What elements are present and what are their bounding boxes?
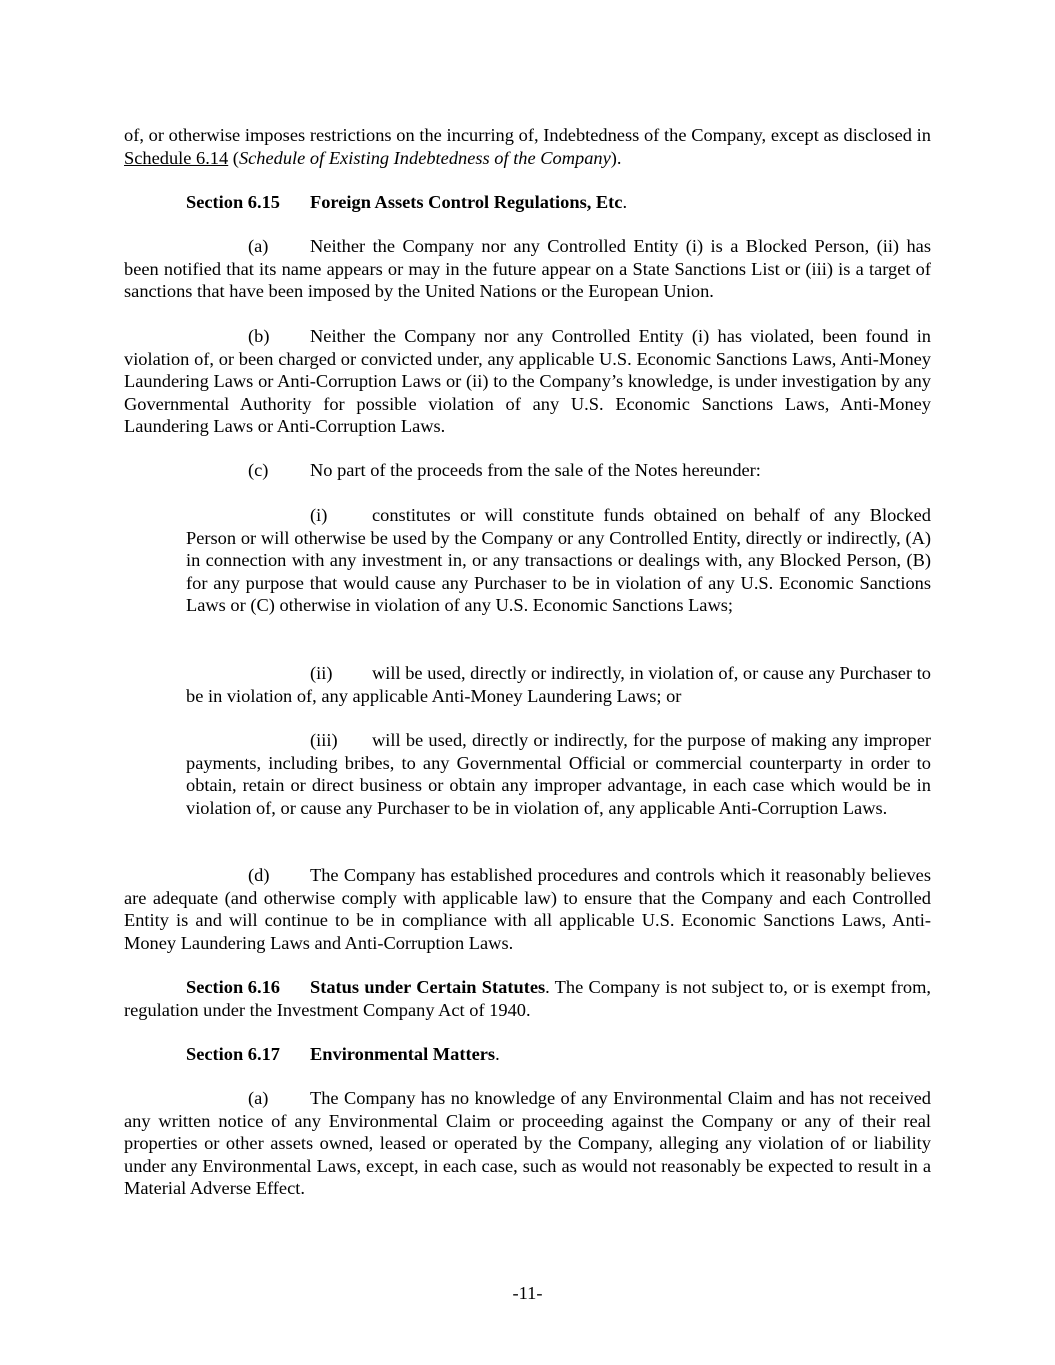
clause-6-15-d (124, 864, 931, 954)
section-6-16 (124, 976, 931, 1021)
heading-period: . (622, 192, 628, 212)
clause-label: (iii) (310, 730, 338, 750)
clause-text: No part of the proceeds from the sale of the Notes hereunder: (310, 460, 761, 480)
section-text: . The Company is not subject to, or is exempt from, regulation under the Investment Company Act of 1940. (124, 977, 931, 1020)
heading-period: . (495, 1044, 500, 1064)
section-6-17-heading (186, 1043, 931, 1066)
clause-text: The Company has established procedures and controls which it reasonably believes are adequate (and otherwise comply with applicable law) to ensure that the Company and each Controlled Entity is and will continue to be in compliance with all applicable U.S. Economic Sanctions Laws, Anti-Money Laundering Laws and Anti-Corruption Laws. (124, 865, 931, 953)
section-title: Foreign Assets Control Regulations, Etc (310, 192, 623, 212)
section-number: Section 6.16 (186, 977, 280, 997)
paragraph-text: ( (228, 147, 239, 168)
clause-label: (b) (248, 326, 270, 346)
clause-label: (ii) (310, 663, 333, 683)
clause-6-15-a (124, 235, 931, 303)
paragraph-text: ). (610, 147, 622, 168)
clause-text: will be used, directly or indirectly, in violation of, or cause any Purchaser to be in violation of, any applicable Anti-Money Laundering Laws; or (186, 663, 931, 706)
section-number: Section 6.15 (186, 192, 280, 212)
clause-label: (i) (310, 505, 328, 525)
clause-6-15-c-ii (186, 662, 931, 707)
clause-text: will be used, directly or indirectly, for the purpose of making any improper payments, including bribes, to any Governmental Official or commercial counterparty in order to obtain, retain or direct business or obtain any improper advantage, in each case which would be in violation of, or cause any Purchaser to be in violation of, any applicable Anti-Corruption Laws. (186, 730, 931, 818)
section-6-15-heading (186, 191, 931, 214)
clause-6-17-a (124, 1087, 931, 1200)
clause-text: The Company has no knowledge of any Environmental Claim and has not received any written notice of any Environmental Claim or proceeding against the Company or any of their real properties or other assets owned, leased or operated by the Company, alleging any violation of or liability under any Environmental Laws, except, in each case, such as would not reasonably be expected to result in a Material Adverse Effect. (124, 1088, 931, 1199)
schedule-title: Schedule of Existing Indebtedness of the Company (238, 147, 611, 168)
clause-6-15-c (124, 459, 931, 482)
section-number: Section 6.17 (186, 1044, 280, 1064)
clause-text: constitutes or will constitute funds obtained on behalf of any Blocked Person or will otherwise be used by the Company or any Controlled Entity, directly or indirectly, (A) in connection with any investment in, or any transactions or dealings with, any Blocked Person, (B) for any purpose that would cause any Purchaser to be in violation of any U.S. Economic Sanctions Laws or (C) otherwise in violation of any U.S. Economic Sanctions Laws; (186, 505, 931, 616)
page-number: -11- (512, 1283, 543, 1303)
clause-label: (d) (248, 865, 270, 885)
schedule-reference: Schedule 6.14 (124, 147, 229, 168)
clause-6-15-c-i (186, 504, 931, 617)
paragraph-text: of, or otherwise imposes restrictions on the incurring of, Indebtedness of the Company, except as disclosed in (124, 125, 931, 145)
clause-label: (c) (248, 460, 269, 480)
clause-label: (a) (248, 1088, 269, 1108)
section-title: Status under Certain Statutes (310, 977, 546, 997)
section-title: Environmental Matters (310, 1044, 496, 1064)
clause-text: Neither the Company nor any Controlled Entity (i) has violated, been found in violation of, or been charged or convicted under, any applicable U.S. Economic Sanctions Laws, Anti-Money Laundering Laws or Anti-Corruption Laws or (ii) to the Company’s knowledge, is under investigation by any Governmental Authority for possible violation of any U.S. Economic Sanctions Laws, Anti-Money Laundering Laws or Anti-Corruption Laws. (124, 326, 931, 437)
continued-paragraph (124, 124, 931, 169)
clause-6-15-c-iii (186, 729, 931, 819)
clause-label: (a) (248, 236, 269, 256)
clause-text: Neither the Company nor any Controlled Entity (i) is a Blocked Person, (ii) has been notified that its name appears or may in the future appear on a State Sanctions List or (iii) is a target of sanctions that have been imposed by the United Nations or the European Union. (124, 236, 931, 302)
clause-6-15-b (124, 325, 931, 438)
